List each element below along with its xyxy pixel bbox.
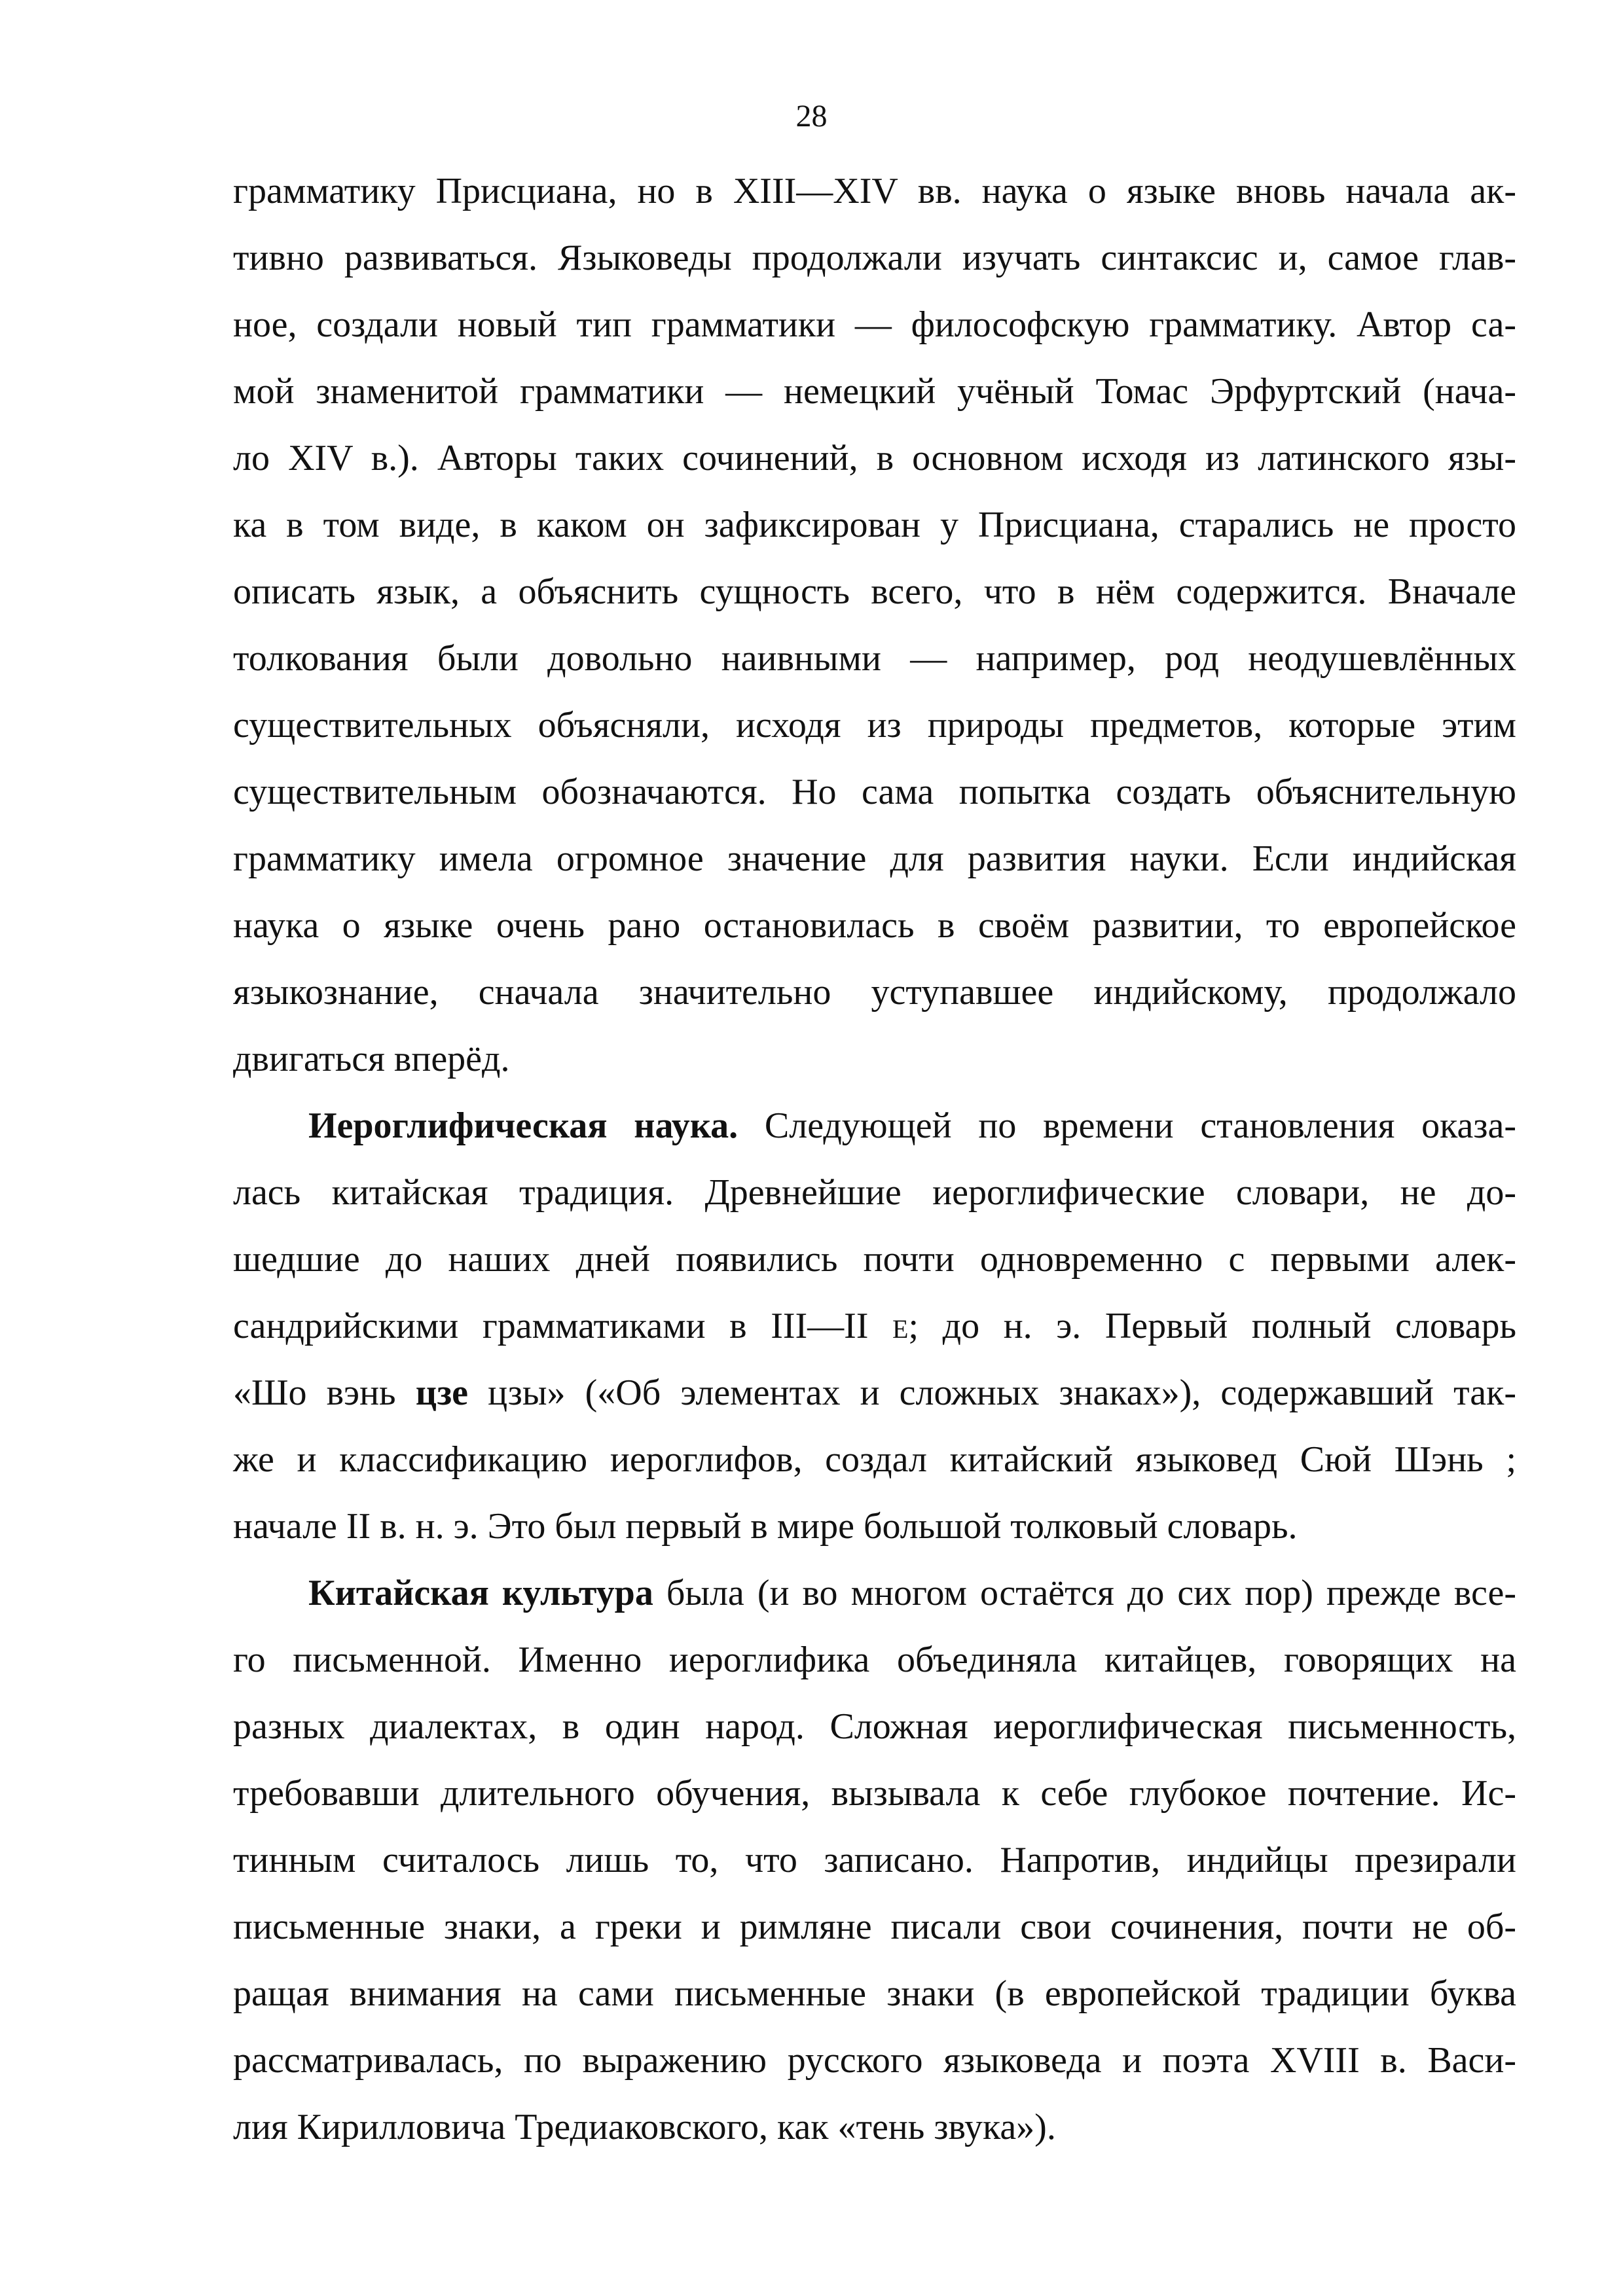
- text-run: ; до н. э. Первый полный словарь: [908, 1306, 1517, 1346]
- text-line: толкования были довольно наивными — например, род неодушевлённых: [233, 638, 1516, 679]
- text-line: же и классификацию иероглифов, создал китайский языковед Сюй Шэнь ;: [233, 1439, 1516, 1480]
- text-line: существительным обозначаются. Но сама попытка создать объяснительную: [233, 772, 1516, 812]
- text-run: сандрийскими грамматиками в III—II: [233, 1306, 869, 1346]
- text-line: шедшие до наших дней появились почти одновременно с первыми алек-: [233, 1239, 1516, 1280]
- text-run: была (и во многом остаётся до сих пор) прежде все-: [653, 1573, 1516, 1613]
- text-line: наука о языке очень рано остановилась в своём развитии, то европейское: [233, 905, 1516, 946]
- text-line: начале II в. н. э. Это был первый в мире большой толковый словарь.: [233, 1506, 1298, 1547]
- text-line: требовавши длительного обучения, вызывала к себе глубокое почтение. Ис-: [233, 1773, 1516, 1814]
- text-run: «Шо вэнь: [233, 1372, 396, 1413]
- text-line: тивно развиваться. Языковеды продолжали изучать синтаксис и, самое глав-: [233, 238, 1516, 278]
- text-line: рассматривалась, по выражению русского языковеда и поэта XVIII в. Васи-: [233, 2040, 1516, 2081]
- text-line: лась китайская традиция. Древнейшие иероглифические словари, не до-: [233, 1172, 1516, 1213]
- text-line: го письменной. Именно иероглифика объединяла китайцев, говорящих на: [233, 1640, 1516, 1680]
- text-line: тинным считалось лишь то, что записано. Напротив, индийцы презирали: [233, 1840, 1516, 1880]
- page-number: 28: [795, 99, 828, 134]
- text-line: существительных объясняли, исходя из природы предметов, которые этим: [233, 705, 1516, 745]
- text-run: цзы» («Об элементах и сложных знаках»), содержавший так-: [468, 1372, 1516, 1413]
- body-text: [233, 158, 1516, 2161]
- paragraph-1: [233, 158, 1516, 1092]
- text-line: языкознание, сначала значительно уступавшее индийскому, продолжало: [233, 972, 1516, 1013]
- text-line: разных диалектах, в один народ. Сложная иероглифическая письменность,: [233, 1706, 1516, 1747]
- paragraph-3: [233, 1560, 1516, 2161]
- text-line: [233, 1293, 1516, 1359]
- small-caps-run: Е: [892, 1314, 909, 1344]
- text-line: [233, 1359, 1516, 1426]
- text-line: ращая внимания на сами письменные знаки (в европейской традиции буква: [233, 1973, 1516, 2014]
- text-line: письменные знаки, а греки и римляне писали свои сочинения, почти не об-: [233, 1907, 1516, 1947]
- text-line: [233, 1560, 1516, 1626]
- text-line: двигаться вперёд.: [233, 1039, 510, 1079]
- text-line: лия Кирилловича Тредиаковского, как «тень звука»).: [233, 2107, 1056, 2147]
- text-line: [233, 1092, 1516, 1159]
- text-line: описать язык, а объяснить сущность всего, что в нём содержится. Вначале: [233, 571, 1516, 612]
- text-line: мой знаменитой грамматики — немецкий учёный Томас Эрфуртский (нача-: [233, 371, 1516, 412]
- text-line: ка в том виде, в каком он зафиксирован у Присциана, старались не просто: [233, 505, 1516, 545]
- text-run: Следующей по времени становления оказа-: [738, 1105, 1517, 1146]
- text-line: ло XIV в.). Авторы таких сочинений, в основном исходя из латинского язы-: [233, 438, 1516, 478]
- bold-run: цзе: [415, 1372, 469, 1413]
- text-line: ное, создали новый тип грамматики — философскую грамматику. Автор са-: [233, 304, 1516, 345]
- text-line: грамматику имела огромное значение для развития науки. Если индийская: [233, 838, 1516, 879]
- text-line: грамматику Присциана, но в XIII—XIV вв. наука о языке вновь начала ак-: [233, 171, 1516, 211]
- section-heading: Китайская культура: [308, 1573, 653, 1613]
- paragraph-2: [233, 1092, 1516, 1560]
- section-heading: Иероглифическая наука.: [308, 1105, 739, 1146]
